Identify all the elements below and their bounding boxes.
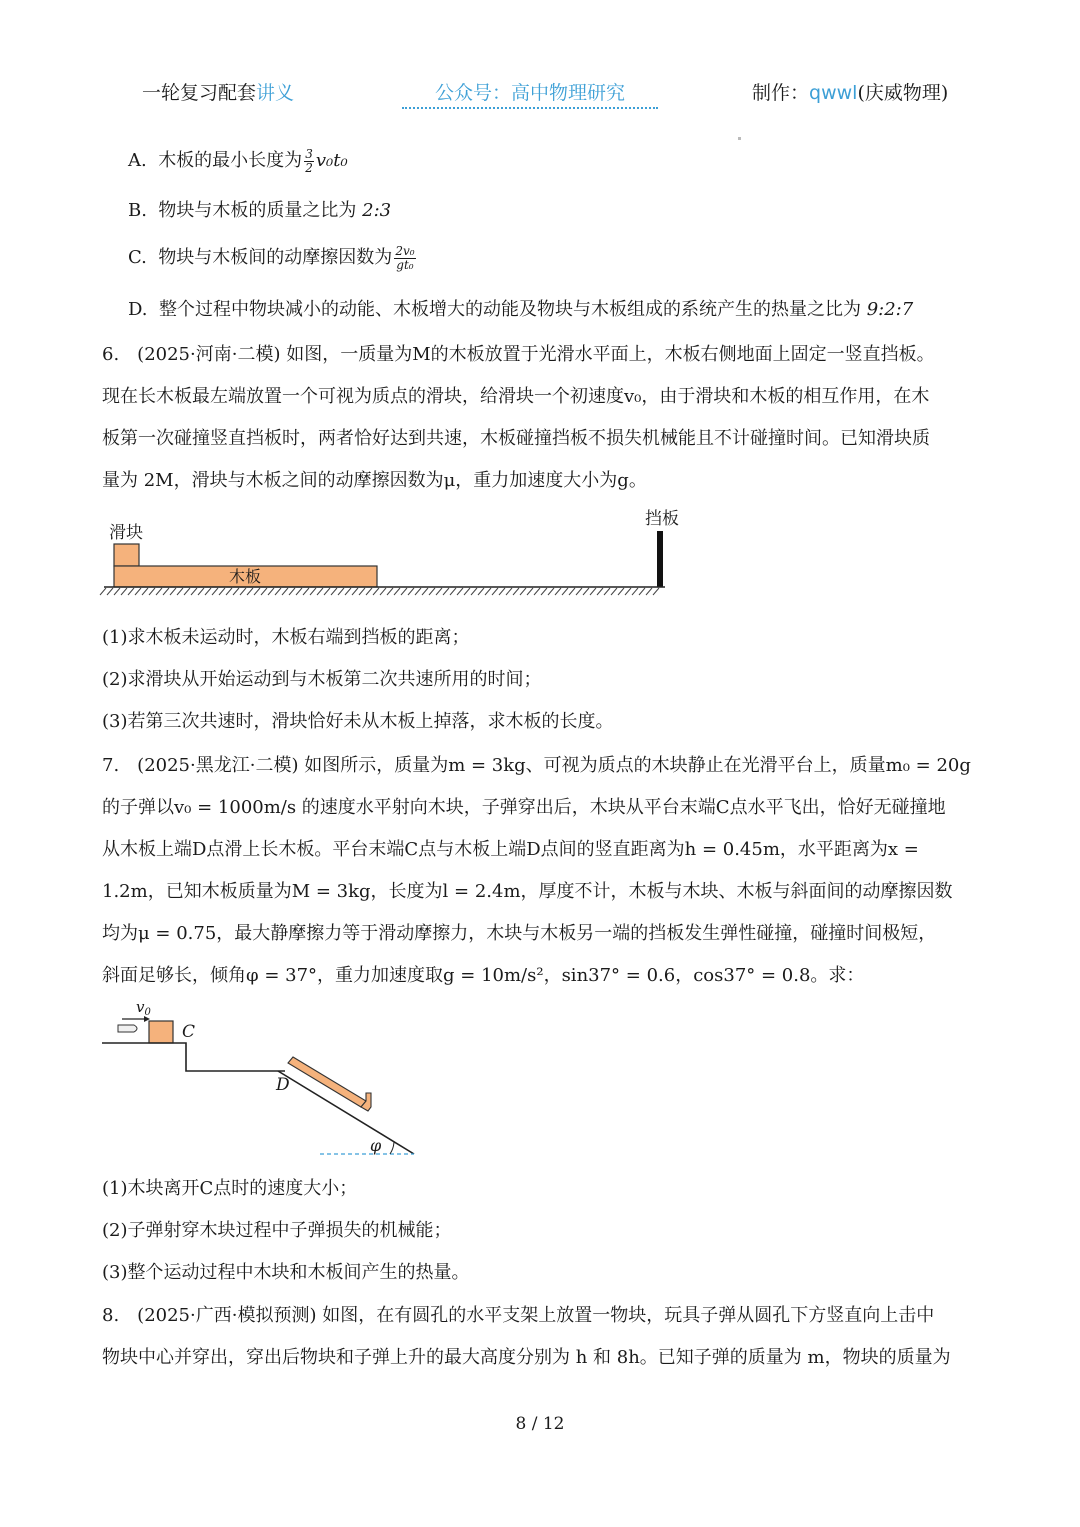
hatch-mark <box>492 588 498 595</box>
hatch-mark <box>373 588 379 595</box>
q6-figure <box>100 505 679 605</box>
hatch-mark <box>646 588 652 595</box>
wood-block <box>149 1021 173 1043</box>
header-center-link[interactable]: 公众号：高中物理研究 <box>402 78 658 109</box>
hatch-mark <box>275 588 281 595</box>
hatch-mark <box>611 588 617 595</box>
option-c-den: gt₀ <box>396 257 414 272</box>
hatch-mark <box>128 588 134 595</box>
hatch-mark <box>569 588 575 595</box>
hatch-mark <box>310 588 316 595</box>
hatch-mark <box>198 588 204 595</box>
q7-line-2: 的子弹以v₀ = 1000m/s 的速度水平射向木块，子弹穿出后，木块从平台末端C点水平飞出，恰好无碰撞地 <box>102 797 946 818</box>
hatch-mark <box>520 588 526 595</box>
q7-line-3: 从木板上端D点滑上长木板。平台末端C点与木板上端D点间的竖直距离为h = 0.45m，水平距离为x = <box>102 839 919 860</box>
q7-v-label <box>136 998 151 1018</box>
option-b-ratio: 2:3 <box>362 200 392 221</box>
hatch-mark <box>471 588 477 595</box>
option-c <box>128 243 418 272</box>
option-a-num: 3 <box>305 146 313 161</box>
hatch-mark <box>422 588 428 595</box>
hatch-mark <box>394 588 400 595</box>
hatch-mark <box>506 588 512 595</box>
q7-sub-3: (3)整个运动过程中木块和木板间产生的热量。 <box>102 1262 470 1283</box>
q7-sub-2: (2)子弹射穿木块过程中子弹损失的机械能； <box>102 1220 452 1241</box>
hatch-mark <box>205 588 211 595</box>
hatch-mark <box>317 588 323 595</box>
hatch-mark <box>226 588 232 595</box>
hatch-mark <box>170 588 176 595</box>
option-b-label: B. <box>128 200 147 221</box>
hatch-mark <box>191 588 197 595</box>
hatch-mark <box>513 588 519 595</box>
wall <box>657 531 663 587</box>
platform-outline <box>102 1043 285 1071</box>
hatch-mark <box>443 588 449 595</box>
header-right <box>752 78 948 105</box>
page-header <box>0 74 1080 110</box>
q7-d-label: D <box>276 1075 290 1095</box>
hatch-mark <box>415 588 421 595</box>
hatch-mark <box>464 588 470 595</box>
q7-line-1: 7. (2025·黑龙江·二模) 如图所示，质量为m = 3kg、可视为质点的木块静止在光滑平台上，质量m₀ = 20g <box>102 755 971 776</box>
header-right-accent: qwwl <box>809 82 858 104</box>
q7-line-4: 1.2m，已知木板质量为M = 3kg，长度为l = 2.4m，厚度不计，木板与木块、木板与斜面间的动摩擦因数 <box>102 881 953 902</box>
hatch-mark <box>107 588 113 595</box>
hatch-mark <box>184 588 190 595</box>
q7-c-label: C <box>182 1022 196 1042</box>
header-left-accent: 讲义 <box>256 82 295 104</box>
hatch-mark <box>254 588 260 595</box>
q6-line-1: 6. (2025·河南·二模) 如图，一质量为M的木板放置于光滑水平面上，木板右侧地面上固定一竖直挡板。 <box>102 344 935 365</box>
hatch-mark <box>268 588 274 595</box>
q7-sub-1: (1)木块离开C点时的速度大小； <box>102 1178 358 1199</box>
option-c-label: C. <box>128 247 147 268</box>
q6-board-label: 木板 <box>228 567 262 586</box>
option-a-den: 2 <box>305 160 313 175</box>
hatch-mark <box>289 588 295 595</box>
q6-sub-3: (3)若第三次共速时，滑块恰好未从木板上掉落，求木板的长度。 <box>102 711 614 732</box>
q6-sub-2: (2)求滑块从开始运动到与木板第二次共速所用的时间； <box>102 669 542 690</box>
q7-v-sub: 0 <box>144 1007 151 1018</box>
hatch-mark <box>296 588 302 595</box>
hatch-mark <box>583 588 589 595</box>
hatch-mark <box>366 588 372 595</box>
hatch-mark <box>156 588 162 595</box>
hatch-mark <box>219 588 225 595</box>
hatch-mark <box>177 588 183 595</box>
q7-v-main: v <box>136 998 145 1016</box>
hatch-mark <box>100 588 106 595</box>
angle-arc <box>390 1141 394 1154</box>
hatch-mark <box>324 588 330 595</box>
option-a-label: A. <box>128 150 147 171</box>
q7-line-5: 均为μ = 0.75，最大静摩擦力等于滑动摩擦力，木块与木板另一端的挡板发生弹性碰撞，碰撞时间极短， <box>102 923 937 944</box>
hatch-mark <box>604 588 610 595</box>
hatch-mark <box>345 588 351 595</box>
q6-line-3: 板第一次碰撞竖直挡板时，两者恰好达到共速，木板碰撞挡板不损失机械能且不计碰撞时间。已知滑块质 <box>102 428 930 449</box>
hatch-mark <box>562 588 568 595</box>
option-a-text: 木板的最小长度为 <box>158 150 303 171</box>
q6-wall-label: 挡板 <box>645 509 679 529</box>
option-a <box>128 146 348 175</box>
hatch-mark <box>261 588 267 595</box>
hatch-mark <box>163 588 169 595</box>
hatch-mark <box>527 588 533 595</box>
option-a-fraction <box>304 148 314 175</box>
page-number: 8 / 12 <box>515 1414 565 1434</box>
q7-figure <box>100 995 430 1160</box>
header-left <box>142 78 294 105</box>
hatch-mark <box>450 588 456 595</box>
option-c-text: 物块与木板间的动摩擦因数为 <box>158 247 393 268</box>
hatch-mark <box>247 588 253 595</box>
hatch-mark <box>408 588 414 595</box>
hatch-mark <box>149 588 155 595</box>
hatch-mark <box>331 588 337 595</box>
option-c-num: 2v₀ <box>395 243 415 258</box>
hatch-mark <box>359 588 365 595</box>
q8-line-2: 物块中心并穿出，穿出后物块和子弹上升的最大高度分别为 h 和 8h。已知子弹的质量为 m，物块的质量为 <box>102 1347 951 1368</box>
header-left-prefix: 一轮复习配套 <box>142 82 257 104</box>
q6-line-2: 现在长木板最左端放置一个可视为质点的滑块，给滑块一个初速度v₀，由于滑块和木板的相互作用，在木 <box>102 386 930 407</box>
hatch-mark <box>429 588 435 595</box>
hatch-mark <box>478 588 484 595</box>
hatch-mark <box>135 588 141 595</box>
hatch-mark <box>618 588 624 595</box>
hatch-mark <box>590 588 596 595</box>
bullet <box>118 1025 137 1032</box>
hatch-mark <box>114 588 120 595</box>
hatch-mark <box>653 588 659 595</box>
hatch-mark <box>240 588 246 595</box>
hatch-mark <box>338 588 344 595</box>
hatch-mark <box>625 588 631 595</box>
hatch-mark <box>401 588 407 595</box>
q6-line-4: 量为 2M，滑块与木板之间的动摩擦因数为μ，重力加速度大小为g。 <box>102 470 647 491</box>
hatch-mark <box>499 588 505 595</box>
q8-line-1: 8. (2025·广西·模拟预测) 如图，在有圆孔的水平支架上放置一物块，玩具子弹从圆孔下方竖直向上击中 <box>102 1305 935 1326</box>
hatch-mark <box>639 588 645 595</box>
q6-sub-1: (1)求木板未运动时，木板右端到挡板的距离； <box>102 627 470 648</box>
option-d-text: 整个过程中物块减小的动能、木板增大的动能及物块与木板组成的系统产生的热量之比为 <box>158 299 867 320</box>
hatch-mark <box>576 588 582 595</box>
q7-phi-label: φ <box>370 1136 382 1155</box>
hatch-mark <box>485 588 491 595</box>
hatch-mark <box>436 588 442 595</box>
hatch-mark <box>282 588 288 595</box>
hatch-mark <box>387 588 393 595</box>
hatch-mark <box>597 588 603 595</box>
q6-slider-label: 滑块 <box>109 523 143 543</box>
ground-hatching <box>100 588 659 595</box>
hatch-mark <box>233 588 239 595</box>
hatch-mark <box>380 588 386 595</box>
slider-block <box>114 544 139 566</box>
option-b-text: 物块与木板的质量之比为 <box>158 200 363 221</box>
option-c-fraction <box>394 245 415 272</box>
board-on-incline <box>288 1057 366 1107</box>
header-right-suffix: (庆威物理) <box>857 82 949 104</box>
option-a-tail: v₀t₀ <box>315 150 348 171</box>
hatch-mark <box>212 588 218 595</box>
hatch-mark <box>548 588 554 595</box>
hatch-mark <box>457 588 463 595</box>
hatch-mark <box>303 588 309 595</box>
hatch-mark <box>541 588 547 595</box>
hatch-mark <box>121 588 127 595</box>
hatch-mark <box>555 588 561 595</box>
option-d-ratio: 9:2:7 <box>866 299 914 320</box>
header-right-prefix: 制作： <box>752 82 810 104</box>
option-b <box>128 196 391 222</box>
stray-mark <box>738 137 741 140</box>
option-d-label: D. <box>128 299 148 320</box>
q7-line-6: 斜面足够长，倾角φ = 37°，重力加速度取g = 10m/s²，sin37° = 0.6，cos37° = 0.8。求： <box>102 965 865 986</box>
hatch-mark <box>632 588 638 595</box>
hatch-mark <box>534 588 540 595</box>
option-d <box>128 295 913 321</box>
hatch-mark <box>142 588 148 595</box>
hatch-mark <box>352 588 358 595</box>
